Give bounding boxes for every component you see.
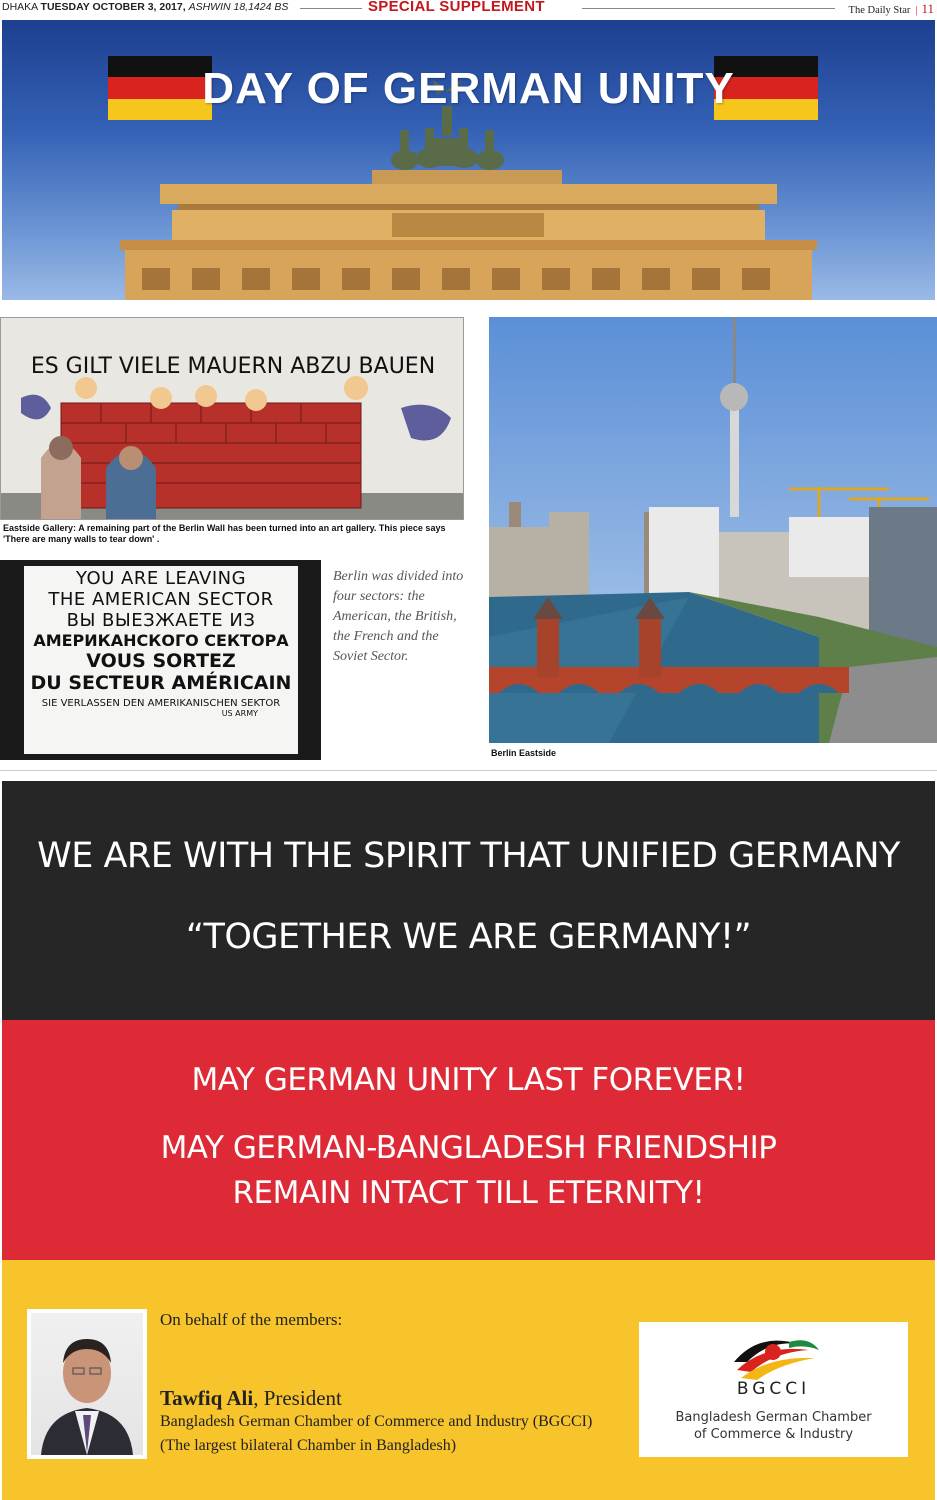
logo-subtitle xyxy=(639,1409,908,1443)
page-number: 11 xyxy=(921,1,934,16)
paper-name: The Daily Star | 11 xyxy=(848,1,934,16)
president-portrait xyxy=(27,1309,147,1459)
portrait-illustration xyxy=(31,1313,143,1455)
masthead xyxy=(0,0,937,18)
paper-logo: The Daily Star xyxy=(848,5,911,16)
page-divider xyxy=(0,770,937,771)
berlin-wall-illustration xyxy=(1,318,464,520)
graffiti-text: ES GILT VIELE MAUERN ABZU BAUEN xyxy=(30,354,436,379)
berlin-wall-photo xyxy=(0,317,464,520)
ad-band-black xyxy=(2,781,935,1020)
sign-line-4: АМЕРИКАНСКОГО СЕКТОРА xyxy=(33,631,289,650)
dateline-bangla-date: ASHWIN 18,1424 BS xyxy=(188,1,289,13)
wall-photo-caption: Eastside Gallery: A remaining part of the Berlin Wall has been turned into an art gallery. This piece says 'There are many walls to tear down' . xyxy=(3,523,446,544)
sign-line-8: US ARMY xyxy=(221,709,258,718)
ad-slogan: “TOGETHER WE ARE GERMANY!” xyxy=(185,917,752,957)
sign-line-7: SIE VERLASSEN DEN AMERIKANISCHEN SEKTOR xyxy=(41,698,281,709)
sector-sign-photo xyxy=(0,560,321,760)
sectors-note: Berlin was divided into four sectors: the American, the British, the French and the Soviet Sector. xyxy=(333,569,464,664)
logo-wordmark: BGCCI xyxy=(736,1379,811,1399)
sign-line-6: DU SECTEUR AMÉRICAIN xyxy=(30,672,292,694)
signatory-name: Tawfiq Ali xyxy=(160,1386,254,1410)
organisation-name: Bangladesh German Chamber of Commerce and Industry (BGCCI) xyxy=(160,1413,593,1430)
ad-headline: WE ARE WITH THE SPIRIT THAT UNIFIED GERMANY xyxy=(37,836,900,876)
masthead-rule-right xyxy=(582,8,835,9)
ad-wish-unity: MAY GERMAN UNITY LAST FOREVER! xyxy=(191,1062,746,1098)
dateline-city: DHAKA xyxy=(2,1,38,13)
sign-line-2: THE AMERICAN SECTOR xyxy=(48,589,274,610)
dateline xyxy=(2,1,288,13)
ad-wish-friendship-2: REMAIN INTACT TILL ETERNITY! xyxy=(232,1175,705,1211)
city-photo-caption: Berlin Eastside xyxy=(491,748,557,758)
signatory xyxy=(160,1386,342,1411)
sign-line-3: ВЫ ВЫЕЗЖАЕТЕ ИЗ xyxy=(66,610,256,631)
sign-line-1: YOU ARE LEAVING xyxy=(75,568,247,589)
berlin-skyline-illustration xyxy=(489,317,937,743)
section-title: SPECIAL SUPPLEMENT xyxy=(368,0,545,15)
masthead-rule-left xyxy=(300,8,362,9)
sign-line-5: VOUS SORTEZ xyxy=(86,650,236,672)
organisation-note: (The largest bilateral Chamber in Bangladesh) xyxy=(160,1437,457,1454)
sector-sign xyxy=(24,566,298,754)
banner-brandenburg-gate xyxy=(2,20,935,300)
bgcci-logo xyxy=(639,1322,908,1457)
bgcci-emblem-icon xyxy=(639,1322,908,1382)
behalf-text: On behalf of the members: xyxy=(160,1310,343,1329)
logo-subtitle-line-2: of Commerce & Industry xyxy=(693,1427,854,1442)
ad-wish-friendship-1: MAY GERMAN-BANGLADESH FRIENDSHIP xyxy=(160,1130,777,1166)
dateline-date: TUESDAY OCTOBER 3, 2017, xyxy=(40,1,186,13)
signatory-title: , President xyxy=(253,1386,342,1410)
berlin-eastside-photo xyxy=(489,317,937,743)
banner-title: DAY OF GERMAN UNITY xyxy=(202,64,735,113)
logo-subtitle-line-1: Bangladesh German Chamber xyxy=(675,1410,872,1425)
